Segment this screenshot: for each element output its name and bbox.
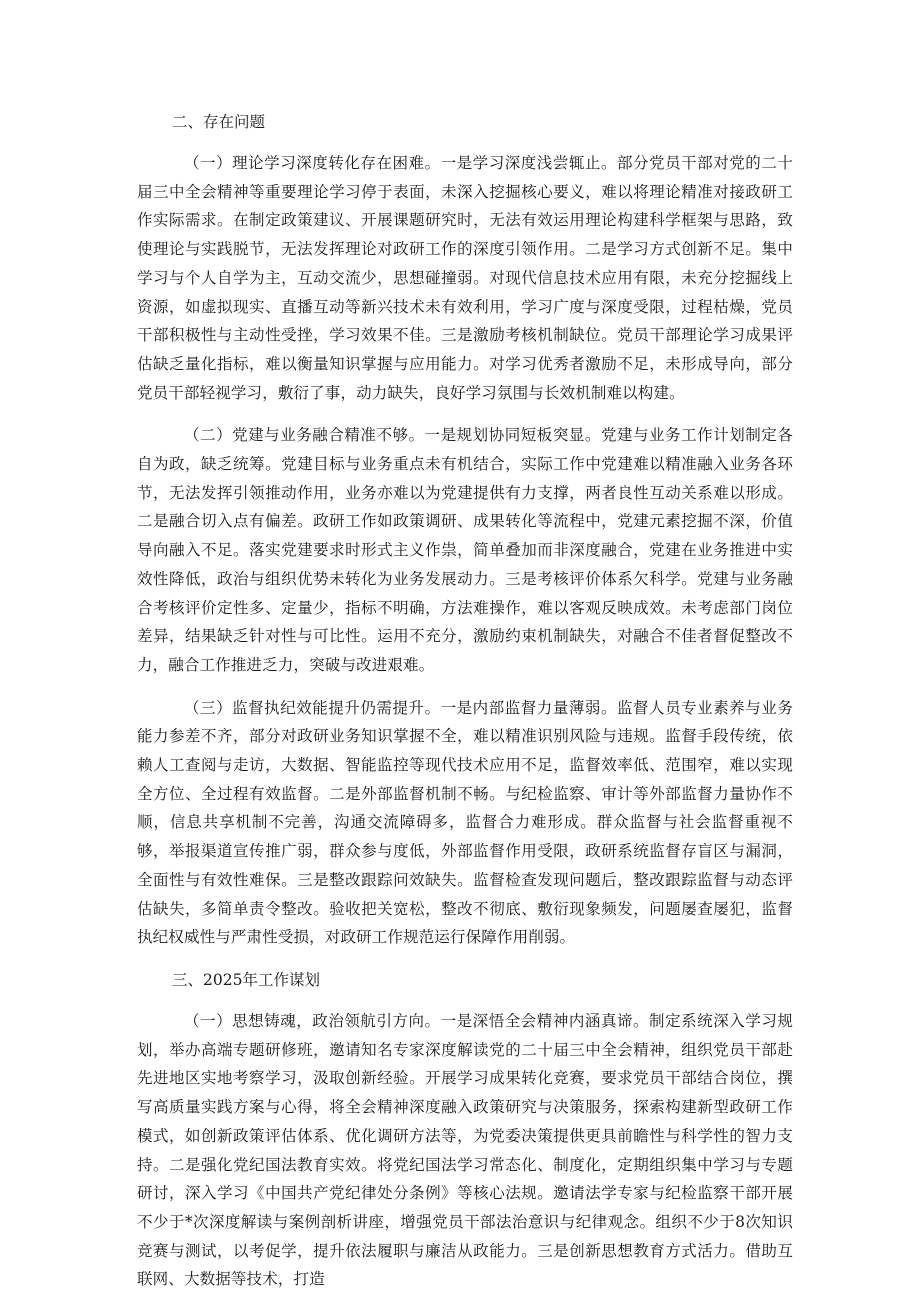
document-page <box>137 108 793 1308</box>
paragraph-ideological-guidance: （一）思想铸魂，政治领航引方向。一是深悟全会精神内涵真谛。制定系统深入学习规划，举办高端专题研修班，邀请知名专家深度解读党的二十届三中全会精神，组织党员干部赴先进地区实地考察学习，汲取创新经验。开展学习成果转化竞赛，要求党员干部结合岗位，撰写高质量实践方案与心得，将全会精神深度融入政策研究与决策服务，探索构建新型政研工作模式，如创新政策评估体系、优化调研方法等，为党委决策提供更具前瞻性与科学性的智力支持。二是强化党纪国法教育实效。将党纪国法学习常态化、制度化，定期组织集中学习与专题研讨，深入学习《中国共产党纪律处分条例》等核心法规。邀请法学专家与纪检监察干部开展不少于*次深度解读与案例剖析讲座，增强党员干部法治意识与纪律观念。组织不少于8次知识竞赛与测试，以考促学，提升依法履职与廉洁从政能力。三是创新思想教育方式活力。借助互联网、大数据等技术，打造 <box>137 1011 793 1289</box>
section-heading-2025-plan: 三、2025年工作谋划 <box>172 970 320 989</box>
paragraph-party-business-integration: （二）党建与业务融合精准不够。一是规划协同短板突显。党建与业务工作计划制定各自为政，缺乏统筹。党建目标与业务重点未有机结合，实际工作中党建难以精准融入业务各环节，无法发挥引领推动作用，业务亦难以为党建提供有力支撑，两者良性互动关系难以形成。二是融合切入点有偏差。政研工作如政策调研、成果转化等流程中，党建元素挖掘不深，价值导向融入不足。落实党建要求时形式主义作祟，简单叠加而非深度融合，党建在业务推进中实效性降低，政治与组织优势未转化为业务发展动力。三是考核评价体系欠科学。党建与业务融合考核评价定性多、定量少，指标不明确，方法难操作，难以客观反映成效。未考虑部门岗位差异，结果缺乏针对性与可比性。运用不充分，激励约束机制缺失，对融合不佳者督促整改不力，融合工作推进乏力，突破与改进艰难。 <box>137 426 793 674</box>
paragraph-supervision-discipline: （三）监督执纪效能提升仍需提升。一是内部监督力量薄弱。监督人员专业素养与业务能力参差不齐，部分对政研业务知识掌握不全，难以精准识别风险与违规。监督手段传统，依赖人工查阅与走访，大数据、智能监控等现代技术应用不足，监督效率低、范围窄，难以实现全方位、全过程有效监督。二是外部监督机制不畅。与纪检监察、审计等外部监督力量协作不顺，信息共享机制不完善，沟通交流障碍多，监督合力难形成。群众监督与社会监督重视不够，举报渠道宣传推广弱，群众参与度低，外部监督作用受限，政研系统监督存盲区与漏洞，全面性与有效性难保。三是整改跟踪问效缺失。监督检查发现问题后，整改跟踪监督与动态评估缺失，多简单责令整改。验收把关宽松，整改不彻底、敷衍现象频发，问题屡查屡犯，监督执纪权威性与严肃性受损，对政研工作规范运行保障作用削弱。 <box>137 698 793 947</box>
paragraph-theory-study: （一）理论学习深度转化存在困难。一是学习深度浅尝辄止。部分党员干部对党的二十届三中全会精神等重要理论学习停于表面，未深入挖掘核心要义，难以将理论精准对接政研工作实际需求。在制定政策建议、开展课题研究时，无法有效运用理论构建科学框架与思路，致使理论与实践脱节，无法发挥理论对政研工作的深度引领作用。二是学习方式创新不足。集中学习与个人自学为主，互动交流少，思想碰撞弱。对现代信息技术应用有限，未充分挖掘线上资源，如虚拟现实、直播互动等新兴技术未有效利用，学习广度与深度受限，过程枯燥，党员干部积极性与主动性受挫，学习效果不佳。三是激励考核机制缺位。党员干部理论学习成果评估缺乏量化指标，难以衡量知识掌握与应用能力。对学习优秀者激励不足，未形成导向，部分党员干部轻视学习，敷衍了事，动力缺失，良好学习氛围与长效机制难以构建。 <box>137 154 793 402</box>
section-heading-problems: 二、存在问题 <box>172 113 266 131</box>
